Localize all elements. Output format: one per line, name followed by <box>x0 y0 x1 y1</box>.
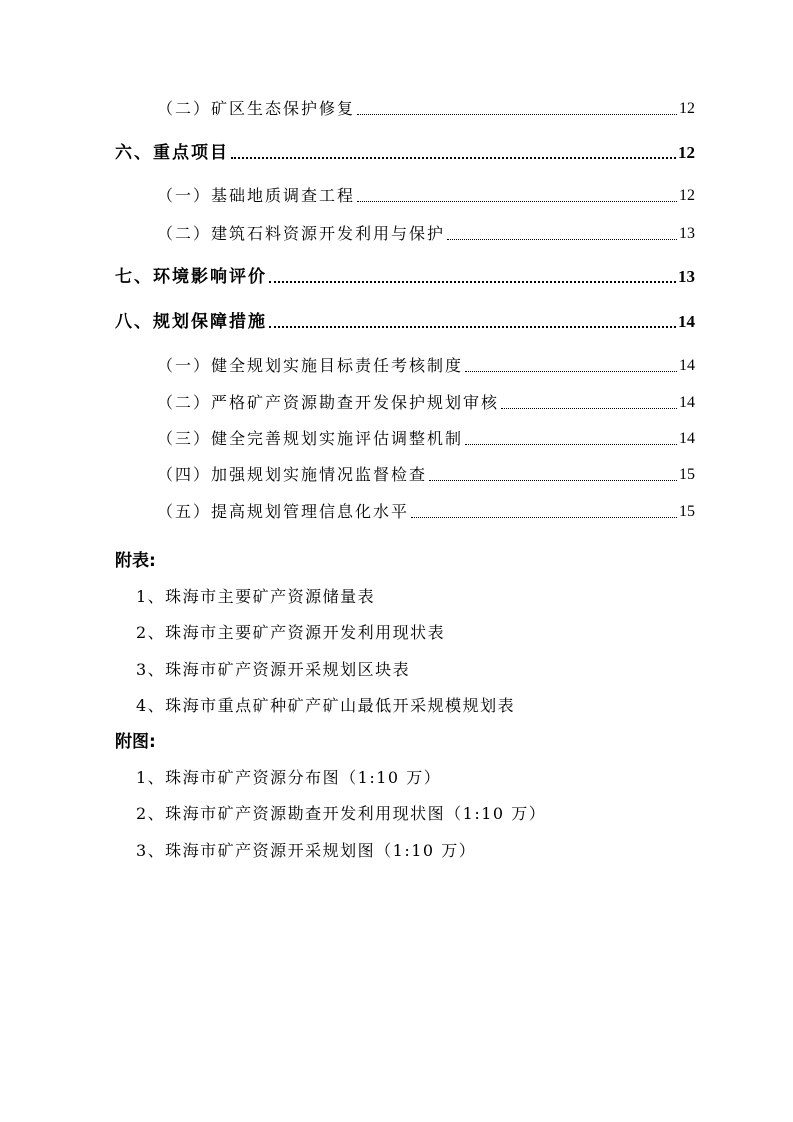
toc-leader-dots <box>447 238 677 240</box>
toc-page-number: 14 <box>679 357 695 374</box>
toc-page-number: 12 <box>678 143 695 162</box>
toc-page-number: 14 <box>678 312 695 331</box>
toc-entry-label: （五）提高规划管理信息化水平 <box>157 502 410 521</box>
toc-page-number: 13 <box>679 225 695 242</box>
appendix-table-item[interactable]: 3、珠海市矿产资源开采规划区块表 <box>136 660 411 679</box>
appendix-table-item[interactable]: 1、珠海市主要矿产资源储量表 <box>136 587 376 606</box>
toc-leader-dots <box>357 200 677 202</box>
appendix-figure-item[interactable]: 2、珠海市矿产资源勘查开发利用现状图（1:10 万） <box>136 804 547 823</box>
toc-leader-dots <box>465 370 677 372</box>
toc-entry[interactable] <box>157 98 695 120</box>
toc-leader-dots <box>269 280 676 283</box>
toc-leader-dots <box>269 325 676 328</box>
toc-entry[interactable] <box>157 392 695 414</box>
toc-entry[interactable] <box>157 185 695 207</box>
appendix-figures-heading: 附图: <box>115 732 156 752</box>
toc-page-number: 14 <box>679 430 695 447</box>
appendix-figure-item[interactable]: 3、珠海市矿产资源开采规划图（1:10 万） <box>136 841 477 860</box>
toc-entry-label: （一）基础地质调查工程 <box>157 186 356 205</box>
toc-entry[interactable] <box>115 266 695 288</box>
toc-leader-dots <box>411 516 677 518</box>
toc-entry-label: 八、规划保障措施 <box>115 312 267 332</box>
toc-entry[interactable] <box>157 428 695 450</box>
appendix-table-item[interactable]: 4、珠海市重点矿种矿产矿山最低开采规模规划表 <box>136 696 516 715</box>
toc-page-number: 12 <box>679 187 695 204</box>
toc-leader-dots <box>231 156 676 159</box>
toc-entry-label: （二）严格矿产资源勘查开发保护规划审核 <box>157 393 500 412</box>
toc-leader-dots <box>465 443 677 445</box>
toc-entry-label: 七、环境影响评价 <box>115 267 267 287</box>
toc-leader-dots <box>501 407 677 409</box>
appendix-tables-heading: 附表: <box>115 551 156 571</box>
toc-entry[interactable] <box>115 311 695 333</box>
appendix-figure-item[interactable]: 1、珠海市矿产资源分布图（1:10 万） <box>136 768 442 787</box>
toc-entry[interactable] <box>157 355 695 377</box>
toc-page-number: 12 <box>679 100 695 117</box>
toc-entry-label: （二）矿区生态保护修复 <box>157 99 356 118</box>
toc-leader-dots <box>357 113 677 115</box>
toc-page-number: 14 <box>679 394 695 411</box>
toc-page-number: 15 <box>679 503 695 520</box>
toc-entry[interactable] <box>157 501 695 523</box>
toc-leader-dots <box>429 479 677 481</box>
toc-entry[interactable] <box>115 142 695 164</box>
toc-entry-label: （一）健全规划实施目标责任考核制度 <box>157 356 464 375</box>
toc-entry-label: （四）加强规划实施情况监督检查 <box>157 465 428 484</box>
toc-page-number: 13 <box>678 267 695 286</box>
toc-page-number: 15 <box>679 466 695 483</box>
toc-entry-label: （二）建筑石料资源开发利用与保护 <box>157 224 446 243</box>
appendix-table-item[interactable]: 2、珠海市主要矿产资源开发利用现状表 <box>136 623 446 642</box>
toc-entry-label: 六、重点项目 <box>115 143 229 163</box>
toc-entry-label: （三）健全完善规划实施评估调整机制 <box>157 429 464 448</box>
toc-entry[interactable] <box>157 223 695 245</box>
toc-entry[interactable] <box>157 464 695 486</box>
